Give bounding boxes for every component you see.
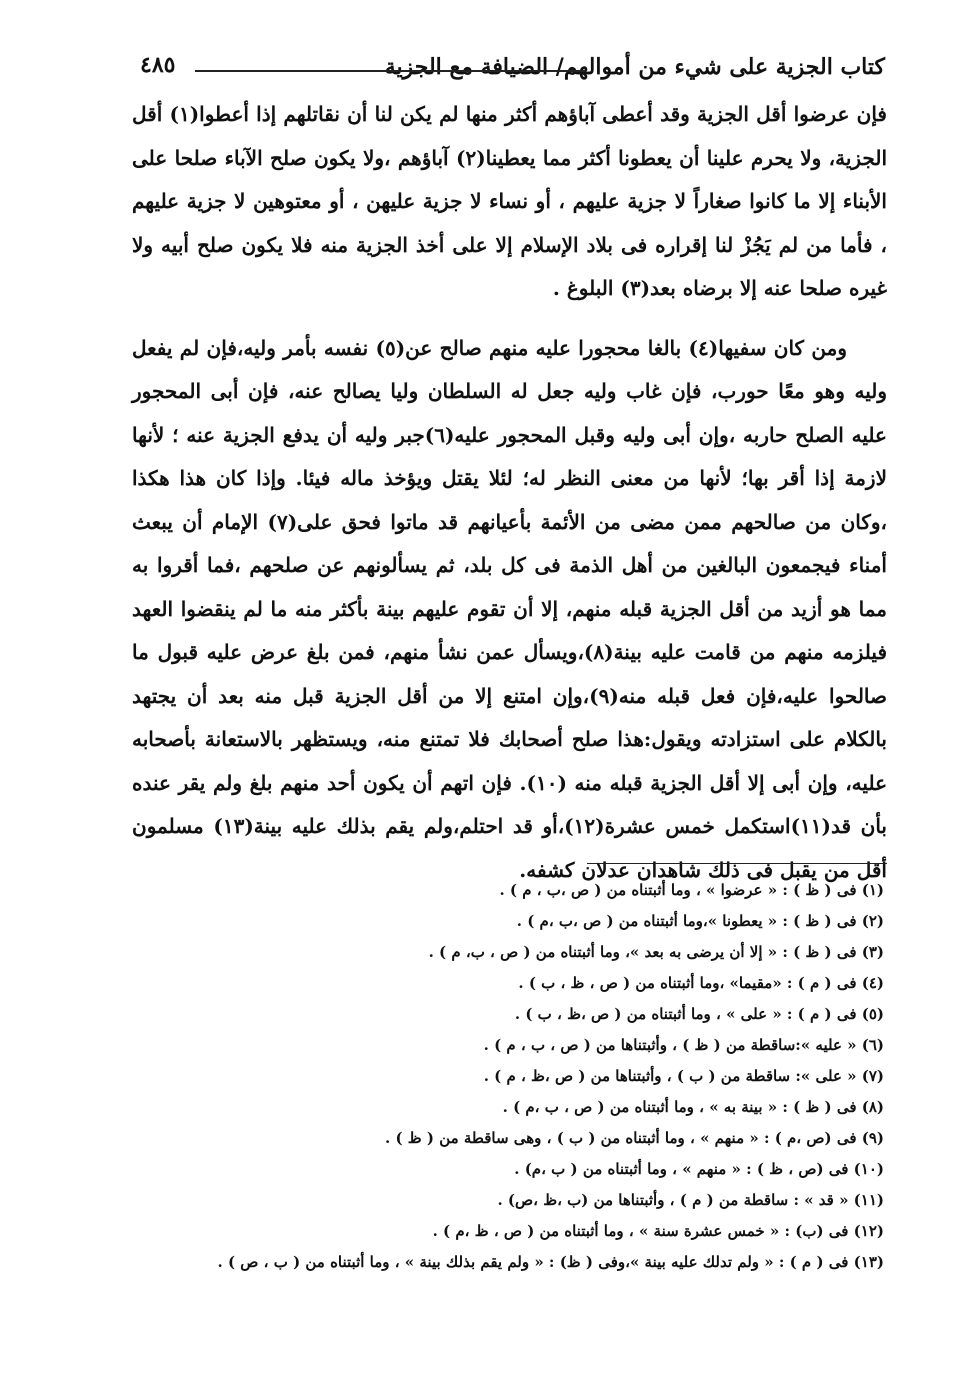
footnote: (٨) فى ( ظ ) : « بينة به » ، وما أثبتناه من ( ص ، ب ،م ) .	[502, 1098, 884, 1116]
main-text	[132, 93, 887, 892]
footnote: (٩) فى (ص ،م ) : « منهم » ، وما أثبتناه من ( ب ) ، وهى ساقطة من ( ظ ) .	[385, 1129, 884, 1147]
footnote-separator	[587, 863, 887, 864]
page-header	[140, 50, 885, 90]
footnote: (١٢) فى (ب) : « خمس عشرة سنة » ، وما أثبتناه من ( ص ، ظ ،م ) .	[432, 1222, 884, 1240]
paragraph: ومن كان سفيها(٤) بالغا محجورا عليه منهم صالح عن(٥) نفسه بأمر وليه،فإن لم يفعل وليه وهو معًا حورب، فإن غاب وليه جعل له السلطان وليا يصالح عنه، فإن أبى المحجور عليه الصلح حاربه ،وإن أبى وليه وقبل المحجور عليه(٦)جبر وليه أن يدفع الجزية عنه ؛ لأنها لازمة إذا أقر بها؛ لأنها من معنى النظر له؛ لئلا يقتل ويؤخذ ماله فيئا. وإذا كان هذا هكذا ،وكان من صالحهم ممن مضى من الأئمة بأعيانهم قد ماتوا فحق على(٧) الإمام أن يبعث أمناء فيجمعون البالغين من أهل الذمة فى كل بلد، ثم يسألونهم عن صلحهم ،فما أقروا به مما هو أزيد من أقل الجزية قبله منهم، إلا أن تقوم عليهم بينة بأكثر منه ما لم ينقضوا العهد فيلزمه منهم من قامت عليه بينة(٨)،ويسأل عمن نشأ منهم، فمن بلغ عرض عليه قبول ما صالحوا عليه،فإن فعل قبله منه(٩)،وإن امتنع إلا من أقل الجزية قبل منه بعد أن يجتهد بالكلام على استزادته ويقول:هذا صلح أصحابك فلا تمتنع منه، ويستظهر بالاستعانة بأصحابه عليه، وإن أبى إلا أقل الجزية قبله منه (١٠). فإن اتهم أن يكون أحد منهم بلغ ولم يقر عنده بأن قد(١١)استكمل خمس عشرة(١٢)،أو قد احتلم،ولم يقم بذلك عليه بينة(١٣) مسلمون أقل من يقبل فى ذلك شاهدان عدلان كشفه.	[132, 335, 888, 882]
footnote: (٣) فى ( ظ ) : « إلا أن يرضى به بعد »، وما أثبتناه من ( ص ، ب، م ) .	[428, 943, 884, 961]
footnote: (٥) فى ( م ) : « على » ، وما أثبتناه من ( ص ،ظ ، ب ) .	[514, 1005, 884, 1023]
footnotes	[144, 875, 884, 1278]
header-rule	[195, 70, 585, 72]
footnote: (٦) « عليه »:ساقطة من ( ظ ) ، وأثبتناها من ( ص ، ب ، م ) .	[483, 1036, 884, 1054]
footnote: (١١) « قد » : ساقطة من ( م ) ، وأثبتناها من (ب ،ظ ،ص) .	[497, 1191, 884, 1209]
paragraph: فإن عرضوا أقل الجزية وقد أعطى آباؤهم أكثر منها لم يكن لنا أن نقاتلهم إذا أعطوا(١) أقل الجزية، ولا يحرم علينا أن يعطونا أكثر مما يعطينا(٢) آباؤهم ،ولا يكون صلح الآباء صلحا على الأبناء إلا ما كانوا صغاراً لا جزية عليهم ، أو نساء لا جزية عليهن ، أو معتوهين لا جزية عليهم ، فأما من لم يَجُزْ لنا إقراره فى بلاد الإسلام إلا على أخذ الجزية منه فلا يكون صلح أبيه ولا غيره صلحا عنه إلا برضاه بعد(٣) البلوغ .	[132, 102, 887, 300]
footnote: (١٣) فى ( م ) : « ولم تدلك عليه بينة »،وفى ( ظ) : « ولم يقم بذلك بينة » ، وما أثبتناه من ( ب ، ص ) .	[217, 1253, 884, 1271]
footnote: (١) فى ( ظ ) : « عرضوا » ، وما أثبتناه من ( ص ،ب ، م ) .	[499, 881, 884, 899]
page-number: ٤٨٥	[140, 52, 176, 78]
footnote: (٢) فى ( ظ ) : « يعطونا »،وما أثبتناه من ( ص ،ب ،م ) .	[516, 912, 884, 930]
footnote: (٤) فى ( م ) : «مقيما» ،وما أثبتناه من ( ص ، ظ ، ب ) .	[518, 974, 884, 992]
footnote: (٧) « على »: ساقطة من ( ب ) ، وأثبتناها من ( ص ،ظ ، م ) .	[483, 1067, 884, 1085]
footnote: (١٠) فى (ص ، ظ ) : « منهم » ، وما أثبتناه من ( ب ،م) .	[514, 1160, 884, 1178]
running-title: كتاب الجزية على شيء من أموالهم/ الضيافة مع الجزية	[384, 54, 885, 80]
